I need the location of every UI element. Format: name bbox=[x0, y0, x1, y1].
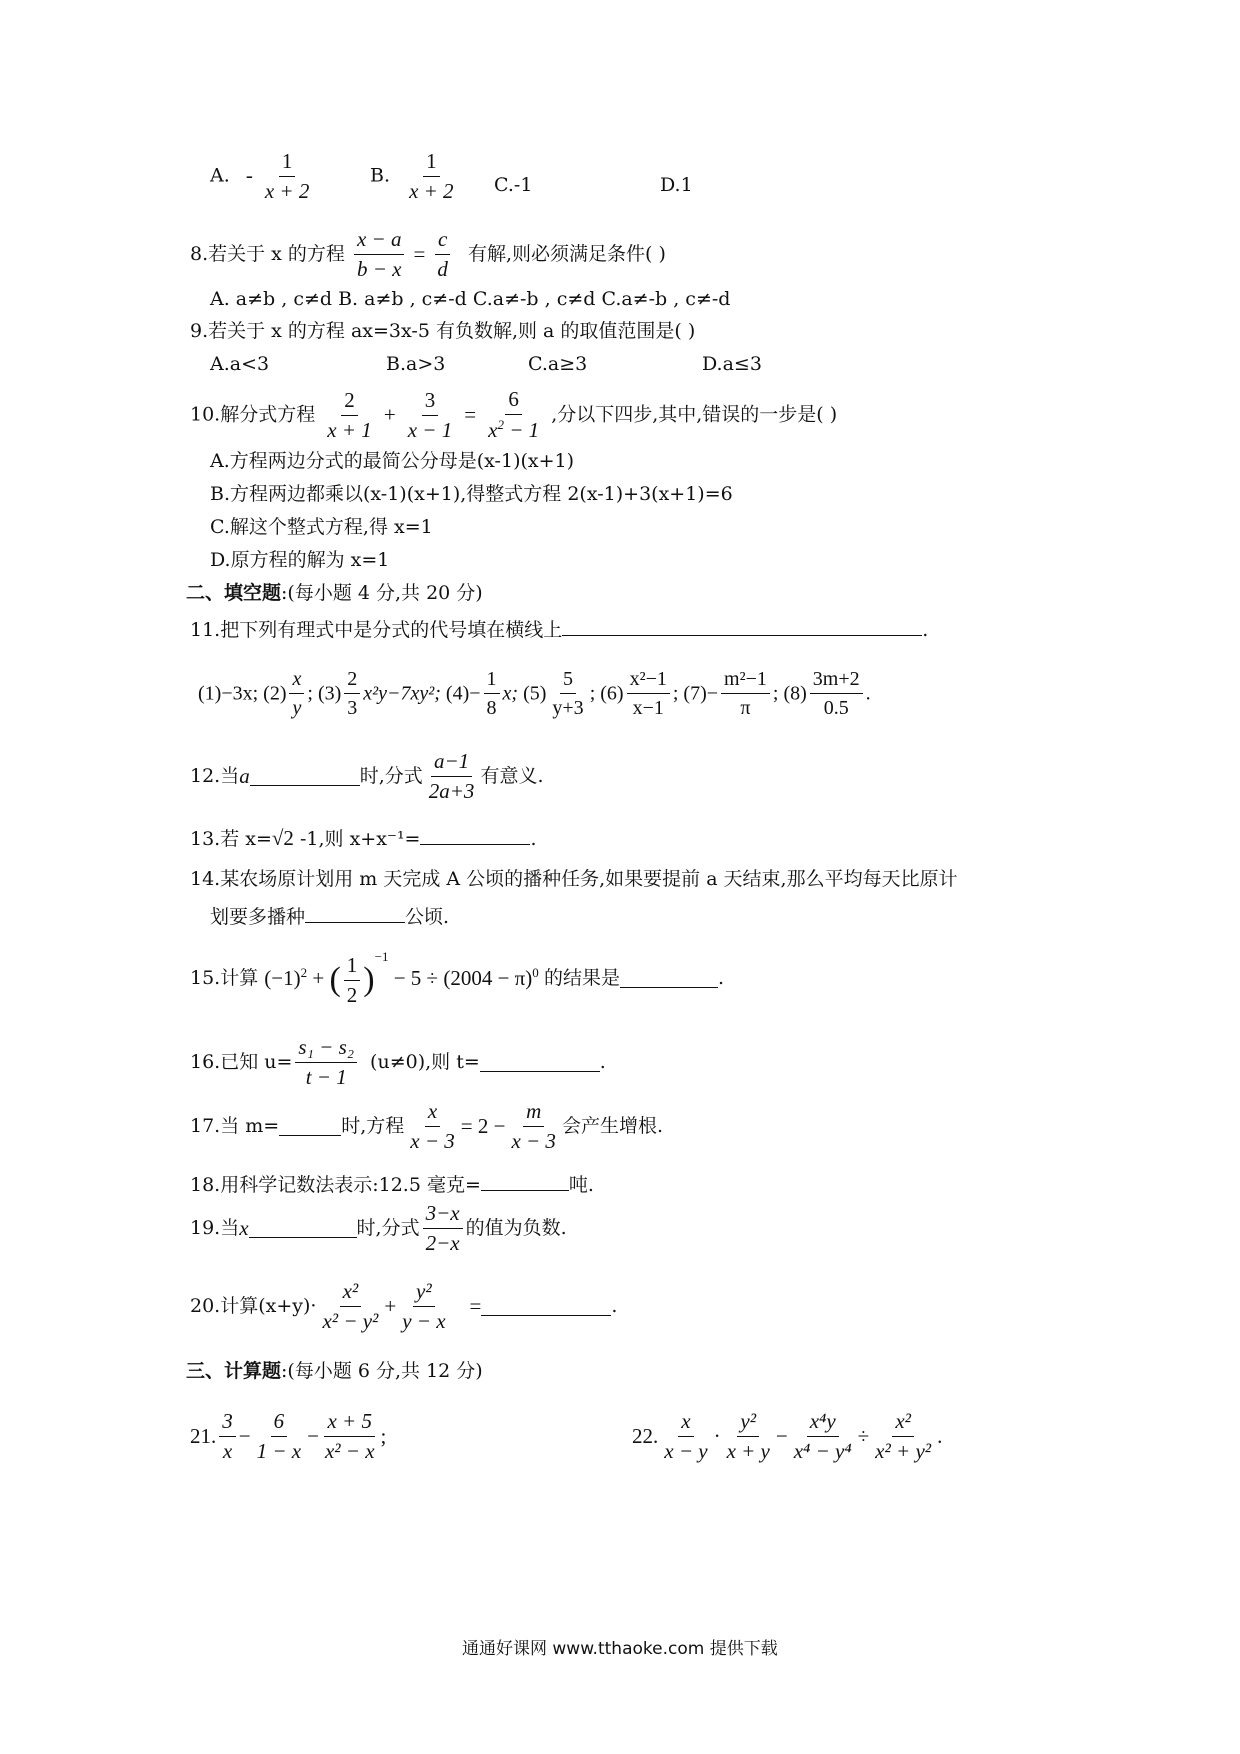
q15-exponent-1: 2 bbox=[300, 965, 308, 980]
q16-answer-blank[interactable] bbox=[480, 1053, 600, 1072]
question-17 bbox=[190, 1100, 663, 1153]
q9-option-b: B.a>3 bbox=[386, 353, 446, 375]
q7-option-b bbox=[370, 150, 460, 203]
q10-fraction-1 bbox=[324, 389, 375, 442]
q10-fraction-3 bbox=[485, 388, 542, 442]
q11-item-3-label: (3) bbox=[317, 682, 342, 705]
q15-denominator: 2 bbox=[346, 982, 358, 1007]
q20-pre: 20.计算(x+y)· bbox=[190, 1295, 317, 1318]
question-11 bbox=[190, 617, 928, 640]
q11-item-1: (1)−3x; bbox=[198, 682, 259, 705]
q10-fraction-2 bbox=[405, 389, 456, 442]
q11-item-4-fraction bbox=[484, 668, 500, 719]
q20-fraction-2 bbox=[399, 1280, 448, 1333]
q17-pre: 17.当 m= bbox=[190, 1115, 280, 1138]
q11-item-5-post: ; bbox=[589, 682, 596, 705]
q11-item-2-den: y bbox=[292, 697, 302, 719]
q19-numerator: 3−x bbox=[423, 1202, 463, 1229]
question-14-line-1: 14.某农场原计划用 m 天完成 A 公顷的播种任务,如果要提前 a 天结束,那么平均每天比原计 bbox=[190, 868, 958, 890]
q11-item-8-post: . bbox=[865, 682, 871, 705]
q10-f3-numerator: 6 bbox=[505, 388, 522, 415]
q11-item-7-num: m²−1 bbox=[721, 668, 770, 694]
q11-item-5-num: 5 bbox=[560, 668, 576, 694]
q22-f4-denominator: x² + y² bbox=[875, 1439, 932, 1464]
q9-option-d: D.a≤3 bbox=[702, 353, 762, 375]
q11-item-6-num: x²−1 bbox=[627, 668, 670, 694]
q11-item-4-num: 1 bbox=[484, 668, 500, 694]
question-18 bbox=[190, 1172, 594, 1195]
q22-f4-numerator: x² bbox=[892, 1410, 914, 1437]
q19-mid: 时,分式 bbox=[356, 1217, 420, 1240]
q22-fraction-2 bbox=[724, 1410, 773, 1463]
q10-f3-denominator bbox=[485, 415, 542, 442]
q10-suffix: ,分以下四步,其中,错误的一步是( ) bbox=[551, 403, 838, 426]
q11-item-6-den: x−1 bbox=[632, 697, 664, 719]
q20-end: . bbox=[611, 1295, 618, 1318]
q19-denominator: 2−x bbox=[425, 1231, 460, 1256]
q7-b-numerator: 1 bbox=[423, 150, 440, 177]
q8-suffix: 有解,则必须满足条件( ) bbox=[467, 243, 666, 266]
q21-minus-2: − bbox=[307, 1424, 319, 1449]
q11-item-7-den: π bbox=[740, 697, 751, 719]
q9-option-c: C.a≥3 bbox=[528, 353, 588, 375]
q11-item-6-label: (6) bbox=[600, 682, 624, 705]
q22-fraction-3 bbox=[791, 1410, 855, 1463]
question-20 bbox=[190, 1280, 617, 1333]
q21-end: ; bbox=[380, 1424, 387, 1449]
section-2-title: 二、填空题 bbox=[186, 582, 282, 604]
q22-times: · bbox=[713, 1424, 721, 1449]
q8-lhs-denominator: b − x bbox=[356, 257, 402, 282]
question-15 bbox=[190, 950, 724, 1007]
q20-answer-blank[interactable] bbox=[481, 1297, 611, 1316]
q12-fraction bbox=[426, 750, 478, 803]
q8-stem: 8.若关于 x 的方程 bbox=[190, 243, 345, 266]
q15-left-paren: ( bbox=[329, 961, 341, 999]
q21-label: 21. bbox=[190, 1424, 217, 1449]
q12-pre: 12.当 bbox=[190, 765, 240, 788]
q15-exponent-3: 0 bbox=[532, 965, 539, 980]
question-12 bbox=[190, 750, 543, 803]
q21-f1-denominator: x bbox=[222, 1439, 233, 1464]
section-2-heading bbox=[186, 584, 483, 603]
q11-item-4-den: 8 bbox=[486, 697, 497, 719]
q22-f2-numerator: y² bbox=[737, 1410, 759, 1437]
q10-f2-denominator: x − 1 bbox=[407, 417, 453, 442]
q17-equals: = 2 − bbox=[460, 1114, 506, 1139]
q10-f1-denominator: x + 1 bbox=[327, 417, 372, 442]
q15-plus: + bbox=[307, 966, 330, 990]
q11-item-8-den: 0.5 bbox=[823, 697, 849, 719]
q15-pre: 15.计算 bbox=[190, 966, 259, 989]
q13-answer-blank[interactable] bbox=[420, 826, 530, 845]
q11-item-3-post: x²y−7xy²; bbox=[363, 682, 441, 705]
q11-item-2-label: (2) bbox=[263, 682, 287, 705]
q16-fraction bbox=[295, 1036, 357, 1089]
q8-rhs-numerator: c bbox=[435, 228, 450, 255]
q16-end: . bbox=[599, 1051, 606, 1074]
q21-fraction-2 bbox=[254, 1410, 305, 1463]
q11-item-4-label: (4)− bbox=[445, 682, 481, 705]
q8-options: A. a≠b , c≠d B. a≠b , c≠-d C.a≠-b , c≠d C.a≠-b , c≠-d bbox=[210, 288, 731, 310]
q16-pre: 16.已知 u= bbox=[190, 1051, 293, 1074]
q12-answer-blank[interactable] bbox=[250, 767, 360, 786]
q10-f2-numerator: 3 bbox=[422, 389, 439, 416]
question-16 bbox=[190, 1036, 606, 1089]
question-10 bbox=[190, 388, 837, 442]
q22-fraction-4 bbox=[872, 1410, 934, 1463]
q11-item-6-post: ; bbox=[672, 682, 679, 705]
q11-item-8-num: 3m+2 bbox=[810, 668, 863, 694]
q17-answer-blank[interactable] bbox=[279, 1117, 341, 1136]
question-19 bbox=[190, 1202, 567, 1255]
q14-pre: 划要多播种 bbox=[210, 906, 306, 928]
q15-fraction bbox=[344, 954, 361, 1007]
q20-f1-numerator: x² bbox=[340, 1280, 362, 1307]
q11-item-8-fraction bbox=[810, 668, 863, 719]
q17-mid: 时,方程 bbox=[341, 1115, 405, 1138]
q11-item-2-num: x bbox=[289, 668, 304, 694]
q11-item-8-label: (8) bbox=[783, 682, 807, 705]
q7-option-a-label: A. bbox=[210, 164, 230, 187]
section-3-note: :(每小题 6 分,共 12 分) bbox=[281, 1360, 483, 1382]
q12-mid: 时,分式 bbox=[359, 765, 423, 788]
q21-f3-denominator: x² − x bbox=[324, 1439, 375, 1464]
q7-option-a-fraction bbox=[262, 150, 313, 203]
q14-answer-blank[interactable] bbox=[305, 904, 405, 923]
q21-f2-denominator: 1 − x bbox=[256, 1439, 302, 1464]
q15-expression bbox=[264, 949, 544, 1007]
q10-step-c: C.解这个整式方程,得 x=1 bbox=[210, 516, 433, 538]
q22-divide: ÷ bbox=[857, 1424, 870, 1449]
page-footer: 通通好课网 www.tthaoke.com 提供下载 bbox=[462, 1639, 778, 1659]
q17-fraction-1 bbox=[407, 1100, 458, 1153]
q15-end: . bbox=[718, 966, 725, 989]
q22-label: 22. bbox=[632, 1424, 659, 1449]
q20-f1-denominator: x² − y² bbox=[322, 1309, 379, 1334]
q17-f2-numerator: m bbox=[523, 1100, 544, 1127]
q11-item-7-fraction bbox=[721, 668, 770, 719]
q11-stem: 11.把下列有理式中是分式的代号填在横线上 bbox=[190, 619, 563, 641]
q15-post: 的结果是 bbox=[544, 966, 621, 989]
q7-a-denominator: x + 2 bbox=[264, 179, 310, 204]
q9-option-a: A.a<3 bbox=[210, 353, 270, 375]
q11-item-6-fraction bbox=[627, 668, 670, 719]
q10-step-a: A.方程两边分式的最简公分母是(x-1)(x+1) bbox=[210, 450, 575, 472]
question-9: 9.若关于 x 的方程 ax=3x-5 有负数解,则 a 的取值范围是( ) bbox=[190, 320, 696, 342]
q22-f1-numerator: x bbox=[678, 1410, 693, 1437]
q11-item-4-post: x; bbox=[502, 682, 519, 705]
section-2-note: :(每小题 4 分,共 20 分) bbox=[281, 582, 483, 604]
q19-post: 的值为负数. bbox=[465, 1217, 567, 1240]
q22-f1-denominator: x − y bbox=[664, 1439, 708, 1464]
q15-right-paren: ) bbox=[363, 961, 375, 999]
q20-plus: + bbox=[384, 1294, 397, 1319]
q15-term-2: − 5 ÷ (2004 − π) bbox=[388, 966, 533, 990]
q10-plus: + bbox=[383, 402, 396, 427]
q13-mid: -1,则 x+x⁻¹= bbox=[293, 828, 421, 850]
q16-mid: (u≠0),则 t= bbox=[370, 1051, 480, 1074]
q12-denominator: 2a+3 bbox=[428, 779, 475, 804]
q10-stem: 10.解分式方程 bbox=[190, 403, 316, 426]
q8-lhs-fraction bbox=[354, 228, 405, 281]
q22-f2-denominator: x + y bbox=[726, 1439, 770, 1464]
q18-post: 吨. bbox=[568, 1174, 594, 1196]
q17-post: 会产生增根. bbox=[561, 1115, 663, 1138]
q7-option-a-sign: - bbox=[245, 162, 253, 187]
q22-fraction-1 bbox=[661, 1410, 710, 1463]
q14-post: 公顷. bbox=[405, 906, 450, 928]
q22-end: . bbox=[937, 1424, 943, 1449]
q11-item-3-num: 2 bbox=[344, 668, 360, 694]
q17-f1-denominator: x − 3 bbox=[410, 1129, 455, 1154]
q11-item-7-post: ; bbox=[772, 682, 779, 705]
q11-item-3-fraction bbox=[344, 668, 360, 719]
q7-option-c: C.-1 bbox=[494, 174, 533, 196]
q11-items bbox=[198, 668, 871, 719]
q15-term-1: (−1) bbox=[264, 966, 301, 990]
q17-f2-denominator: x − 3 bbox=[511, 1129, 556, 1154]
q10-f1-numerator: 2 bbox=[341, 389, 358, 416]
q10-f3-den-exponent: 2 bbox=[497, 417, 504, 433]
q19-variable: x bbox=[239, 1216, 249, 1241]
q15-answer-blank[interactable] bbox=[620, 969, 718, 988]
q17-fraction-2 bbox=[508, 1100, 559, 1153]
q10-f3-den-rest: − 1 bbox=[503, 418, 540, 443]
q11-answer-blank[interactable] bbox=[562, 617, 922, 636]
q19-fraction bbox=[423, 1202, 463, 1255]
q17-f1-numerator: x bbox=[425, 1100, 440, 1127]
q21-f2-numerator: 6 bbox=[271, 1410, 288, 1437]
q22-f3-denominator: x⁴ − y⁴ bbox=[793, 1439, 852, 1464]
question-13 bbox=[190, 826, 537, 849]
question-21 bbox=[190, 1410, 386, 1463]
q7-b-denominator: x + 2 bbox=[409, 179, 454, 204]
q11-item-7-label: (7)− bbox=[683, 682, 719, 705]
question-8 bbox=[190, 228, 666, 281]
q12-numerator: a−1 bbox=[431, 750, 472, 777]
q21-f1-numerator: 3 bbox=[219, 1410, 236, 1437]
q20-f2-numerator: y² bbox=[413, 1280, 435, 1307]
q8-lhs-numerator: x − a bbox=[354, 228, 405, 255]
q19-answer-blank[interactable] bbox=[249, 1219, 357, 1238]
q20-fraction-1 bbox=[319, 1280, 381, 1333]
q21-minus-1: − bbox=[238, 1424, 251, 1449]
q13-radical: √2 bbox=[271, 826, 294, 850]
q11-item-3-den: 3 bbox=[347, 697, 358, 719]
q12-variable: a bbox=[239, 764, 250, 789]
q11-item-2-fraction bbox=[289, 668, 304, 719]
q21-fraction-3 bbox=[322, 1410, 378, 1463]
q13-post: . bbox=[530, 828, 537, 850]
q11-item-2-post: ; bbox=[307, 682, 313, 705]
q21-f3-numerator: x + 5 bbox=[324, 1410, 375, 1437]
q19-pre: 19.当 bbox=[190, 1217, 240, 1240]
q11-item-5-label: (5) bbox=[523, 682, 547, 705]
q11-item-5-fraction bbox=[549, 668, 586, 719]
q7-option-b-label: B. bbox=[370, 164, 391, 187]
q10-step-d: D.原方程的解为 x=1 bbox=[210, 549, 390, 571]
section-3-title: 三、计算题 bbox=[186, 1360, 282, 1382]
q7-options bbox=[210, 150, 315, 203]
q16-denominator: t − 1 bbox=[305, 1065, 347, 1090]
q13-pre: 13.若 x= bbox=[190, 828, 272, 850]
q15-exponent-2: −1 bbox=[374, 949, 389, 964]
q22-minus: − bbox=[775, 1424, 788, 1449]
question-22 bbox=[632, 1410, 942, 1463]
section-3-heading bbox=[186, 1362, 483, 1381]
question-14-line-2 bbox=[210, 904, 449, 927]
q10-f3-den-base: x bbox=[488, 418, 498, 443]
q20-f2-denominator: y − x bbox=[402, 1309, 446, 1334]
q8-rhs-fraction bbox=[434, 228, 451, 281]
q16-numerator: s₁ − s₂ bbox=[295, 1036, 357, 1063]
q22-f3-numerator: x⁴y bbox=[807, 1410, 839, 1437]
q7-option-b-fraction bbox=[406, 150, 457, 203]
q8-equals: = bbox=[413, 242, 426, 267]
q8-rhs-denominator: d bbox=[437, 257, 448, 282]
q12-post: 有意义. bbox=[480, 765, 544, 788]
q15-numerator: 1 bbox=[344, 954, 361, 981]
q10-step-b: B.方程两边都乘以(x-1)(x+1),得整式方程 2(x-1)+3(x+1)=6 bbox=[210, 483, 733, 505]
q18-answer-blank[interactable] bbox=[481, 1172, 569, 1191]
q11-end: . bbox=[922, 619, 929, 641]
q11-item-5-den: y+3 bbox=[552, 697, 584, 719]
q20-equals: = bbox=[469, 1294, 482, 1319]
q7-a-numerator: 1 bbox=[279, 150, 296, 177]
q21-fraction-1 bbox=[219, 1410, 236, 1463]
q10-equals: = bbox=[464, 402, 477, 427]
q18-pre: 18.用科学记数法表示:12.5 毫克= bbox=[190, 1174, 481, 1196]
q7-option-d: D.1 bbox=[660, 174, 693, 196]
